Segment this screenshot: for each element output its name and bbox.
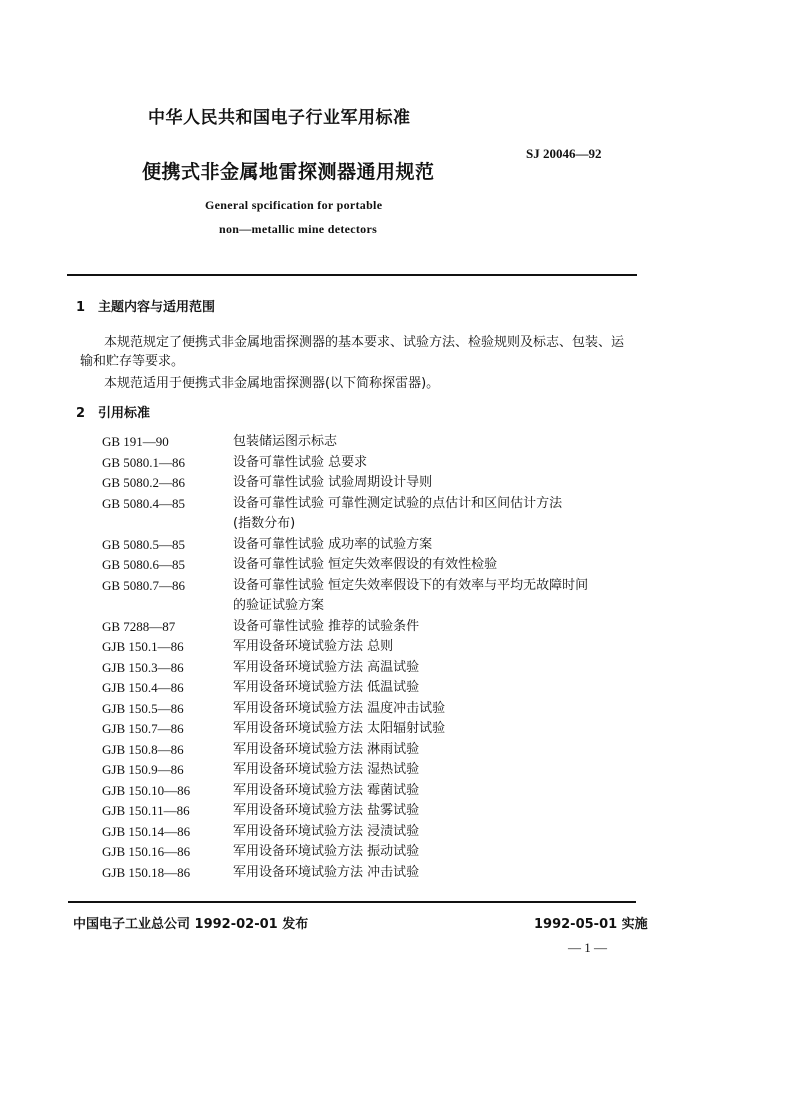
reference-item xyxy=(102,822,642,843)
section-1-para1-line2: 输和贮存等要求。 xyxy=(80,354,185,369)
section-1-title: 主题内容与适用范围 xyxy=(98,300,216,315)
reference-item xyxy=(102,432,642,453)
reference-title xyxy=(233,719,642,740)
reference-code: GJB 150.18—86 xyxy=(102,864,191,880)
reference-item xyxy=(102,637,642,658)
reference-title xyxy=(233,473,642,494)
reference-list xyxy=(102,432,642,883)
reference-code: GJB 150.5—86 xyxy=(102,700,184,716)
reference-item xyxy=(102,740,642,761)
reference-code: GB 7288—87 xyxy=(102,618,176,634)
reference-code: GJB 150.7—86 xyxy=(102,721,184,736)
reference-code: GB 5080.2—86 xyxy=(102,475,186,490)
reference-title xyxy=(233,617,642,638)
page-number: — 1 — xyxy=(568,940,607,955)
reference-title xyxy=(233,555,642,576)
reference-item xyxy=(102,699,642,720)
reference-title-line: 设备可靠性试验 恒定失效率假设的有效性检验 xyxy=(233,557,498,572)
reference-title-line: 设备可靠性试验 恒定失效率假设下的有效率与平均无故障时间 xyxy=(233,577,589,593)
reference-title-line: 军用设备环境试验方法 淋雨试验 xyxy=(233,741,420,757)
reference-title xyxy=(233,822,642,843)
reference-title-line: 军用设备环境试验方法 冲击试验 xyxy=(233,864,420,880)
reference-title-line: 设备可靠性试验 总要求 xyxy=(233,454,368,470)
reference-item xyxy=(102,555,642,576)
section-2-title: 引用标准 xyxy=(98,406,151,421)
reference-code: GB 191—90 xyxy=(102,434,169,449)
reference-code: GJB 150.14—86 xyxy=(102,823,191,839)
reference-title xyxy=(233,494,642,535)
document-title-en-line2: non—metallic mine detectors xyxy=(219,222,378,236)
reference-title xyxy=(233,801,642,822)
reference-title-line: 军用设备环境试验方法 振动试验 xyxy=(233,844,420,859)
reference-title-line: 军用设备环境试验方法 湿热试验 xyxy=(233,762,420,777)
reference-item xyxy=(102,863,642,884)
reference-item xyxy=(102,719,642,740)
reference-item xyxy=(102,842,642,863)
reference-title xyxy=(233,842,642,863)
reference-title-line: 设备可靠性试验 推荐的试验条件 xyxy=(233,618,420,634)
reference-item xyxy=(102,453,642,474)
reference-title xyxy=(233,658,642,679)
reference-item xyxy=(102,760,642,781)
reference-code: GJB 150.9—86 xyxy=(102,762,184,777)
standard-code: SJ 20046—92 xyxy=(526,146,602,161)
reference-title xyxy=(233,637,642,658)
document-title-en-line1: General spcification for portable xyxy=(205,198,383,212)
reference-code: GB 5080.7—86 xyxy=(102,577,186,593)
reference-title-line: 军用设备环境试验方法 霉菌试验 xyxy=(233,782,420,798)
document-title-cn: 便携式非金属地雷探测器通用规范 xyxy=(142,161,435,183)
footer-divider xyxy=(68,901,636,903)
reference-title-line: 军用设备环境试验方法 低温试验 xyxy=(233,680,420,695)
reference-title-line: (指数分布) xyxy=(233,516,296,531)
reference-item xyxy=(102,576,642,617)
reference-item xyxy=(102,658,642,679)
reference-item xyxy=(102,801,642,822)
section-1-para1-line1: 本规范规定了便携式非金属地雷探测器的基本要求、试验方法、检验规则及标志、包装、运 xyxy=(104,335,625,350)
reference-code: GB 5080.6—85 xyxy=(102,557,186,572)
section-2-number: 2 xyxy=(76,406,86,421)
section-2-heading xyxy=(76,402,150,421)
reference-title-line: 军用设备环境试验方法 高温试验 xyxy=(233,659,420,675)
reference-code: GJB 150.3—86 xyxy=(102,659,184,675)
reference-title xyxy=(233,699,642,720)
reference-item xyxy=(102,678,642,699)
reference-code: GJB 150.4—86 xyxy=(102,680,184,695)
header-divider xyxy=(67,274,637,276)
reference-code: GJB 150.11—86 xyxy=(102,803,190,818)
reference-title-line: 设备可靠性试验 试验周期设计导则 xyxy=(233,475,433,490)
reference-item xyxy=(102,473,642,494)
reference-title xyxy=(233,432,642,453)
reference-item xyxy=(102,617,642,638)
reference-title-line: 军用设备环境试验方法 温度冲击试验 xyxy=(233,700,446,716)
reference-code: GB 5080.1—86 xyxy=(102,454,186,470)
reference-code: GJB 150.16—86 xyxy=(102,844,191,859)
reference-title-line: 设备可靠性试验 成功率的试验方案 xyxy=(233,536,433,552)
reference-code: GB 5080.5—85 xyxy=(102,536,186,552)
reference-item xyxy=(102,494,642,535)
reference-title xyxy=(233,453,642,474)
reference-item xyxy=(102,781,642,802)
reference-code: GB 5080.4—85 xyxy=(102,495,186,511)
reference-title-line: 军用设备环境试验方法 总则 xyxy=(233,639,394,654)
reference-code: GJB 150.1—86 xyxy=(102,639,184,654)
reference-title xyxy=(233,678,642,699)
reference-title-line: 包装储运图示标志 xyxy=(233,434,338,449)
reference-code: GJB 150.10—86 xyxy=(102,782,191,798)
section-1-number: 1 xyxy=(76,300,86,315)
reference-title xyxy=(233,535,642,556)
issuing-organization: 中华人民共和国电子行业军用标准 xyxy=(148,108,411,128)
issue-date: 中国电子工业总公司 1992-02-01 发布 xyxy=(73,917,309,932)
reference-title-line: 军用设备环境试验方法 太阳辐射试验 xyxy=(233,721,446,736)
reference-code: GJB 150.8—86 xyxy=(102,741,184,757)
effective-date: 1992-05-01 实施 xyxy=(534,917,648,932)
reference-title xyxy=(233,781,642,802)
reference-title-line: 设备可靠性试验 可靠性测定试验的点估计和区间估计方法 xyxy=(233,495,563,511)
section-1-heading xyxy=(76,296,215,315)
reference-title xyxy=(233,760,642,781)
reference-title xyxy=(233,740,642,761)
section-1-para2: 本规范适用于便携式非金属地雷探测器(以下简称探雷器)。 xyxy=(104,376,440,391)
reference-title xyxy=(233,576,642,617)
reference-title-line: 军用设备环境试验方法 盐雾试验 xyxy=(233,803,420,818)
reference-title xyxy=(233,863,642,884)
reference-title-line: 军用设备环境试验方法 浸渍试验 xyxy=(233,823,420,839)
reference-item xyxy=(102,535,642,556)
reference-title-line: 的验证试验方案 xyxy=(233,598,325,613)
